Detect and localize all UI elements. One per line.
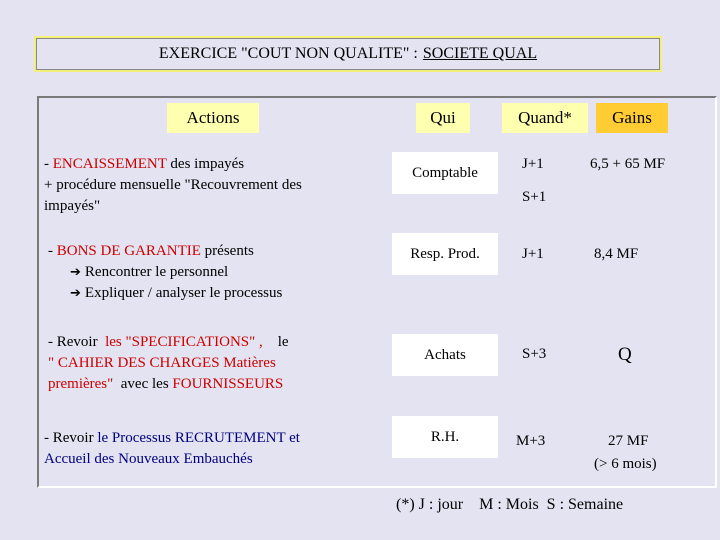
row4-qui: R.H. [392,416,498,458]
arrow-right-icon: ➔ [70,265,81,280]
row3-qui: Achats [392,334,498,376]
row2-gains: 8,4 MF [594,246,639,262]
row1-quand: J+1 [522,156,544,172]
row3-quand: S+3 [522,346,547,362]
row1-qui: Comptable [392,152,498,194]
row1-highlight: ENCAISSEMENT [52,156,167,172]
row3-action [48,332,388,395]
row4-action [44,428,389,470]
row2-quand: J+1 [522,246,544,262]
row1-line1: - ENCAISSEMENT des impayés [44,156,245,172]
row2-qui: Resp. Prod. [392,233,498,275]
arrow-right-icon: ➔ [70,286,81,301]
row4-line2: Accueil des Nouveaux Embauchés [44,451,253,467]
footnote: (*) J : jour M : Mois S : Semaine [396,496,624,513]
row4-quand: M+3 [516,433,546,449]
row2-sub2: ➔ Expliquer / analyser le processus [70,285,283,301]
title-main: EXERCICE "COUT NON QUALITE" : [158,45,418,62]
row4-gains: 27 MF [608,433,649,449]
header-actions: Actions [167,103,259,133]
row2-action [48,241,388,304]
row4-line1: - Revoir le Processus RECRUTEMENT et [44,430,300,446]
row3-line1: - Revoir les "SPECIFICATIONS" , le [48,334,289,350]
row2-highlight: BONS DE GARANTIE [56,243,201,259]
row3-line2: " CAHIER DES CHARGES Matières [48,355,276,371]
title-company: SOCIETE QUAL [422,45,538,62]
row1-line2: + procédure mensuelle "Recouvrement des [44,177,302,193]
row2-line1: - BONS DE GARANTIE présents [48,243,254,259]
row3-gains: Q [618,344,632,365]
header-gains: Gains [596,103,668,133]
row1-action [44,154,384,217]
row2-sub1: ➔ Rencontrer le personnel [70,264,229,280]
slide-title [34,36,662,72]
header-quand: Quand* [502,103,588,133]
header-qui: Qui [416,103,470,133]
row3-line3: premières" avec les FOURNISSEURS [48,376,284,392]
row3-highlight: les "SPECIFICATIONS" , [105,334,263,350]
row1-quand2: S+1 [522,189,547,205]
row4-gains2: (> 6 mois) [594,456,657,472]
row1-gains: 6,5 + 65 MF [590,156,666,172]
row1-line3: impayés" [44,198,101,214]
